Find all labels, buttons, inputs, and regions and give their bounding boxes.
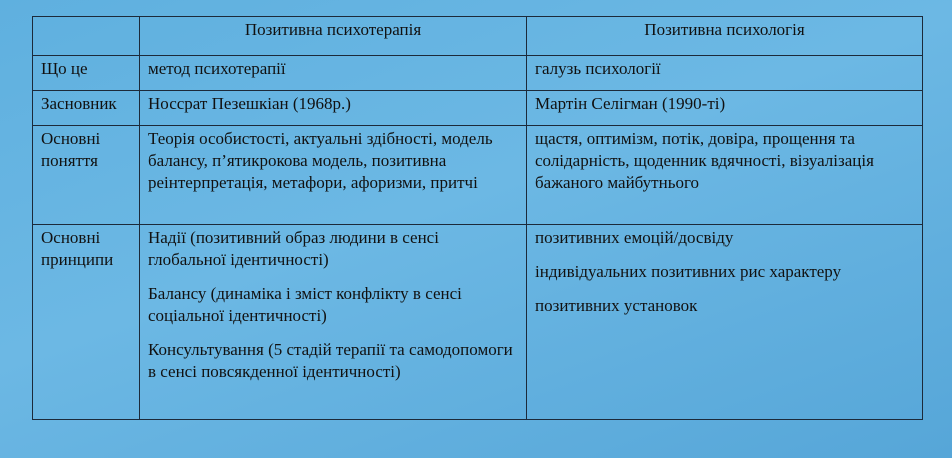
header-positive-psychotherapy: Позитивна психотерапія <box>140 17 527 56</box>
row-label: Засновник <box>33 91 140 126</box>
principle-positive-emotions: позитивних емоцій/досвіду <box>535 228 734 247</box>
cell-text: Носсрат Пезешкіан (1968р.) <box>148 94 351 113</box>
cell-text: метод психотерапії <box>148 59 286 78</box>
header-positive-psychology: Позитивна психологія <box>527 17 923 56</box>
cell-psychotherapy <box>140 225 527 420</box>
comparison-table <box>32 16 923 420</box>
principle-balance: Балансу (динаміка і зміст конфлікту в сенсі соціальної ідентичності) <box>148 284 462 325</box>
cell-text: Теорія особистості, актуальні здібності, модель балансу, п’ятикрокова модель, позитивна реінтерпретація, метафори, афоризми, притчі <box>148 129 493 192</box>
row-label: Що це <box>33 56 140 91</box>
principle-positive-attitudes: позитивних установок <box>535 296 698 315</box>
table-row-key-concepts <box>33 126 923 225</box>
row-label: Основні поняття <box>33 126 140 225</box>
table-row-what-is-it <box>33 56 923 91</box>
cell-psychology <box>527 56 923 91</box>
table-header-row <box>33 17 923 56</box>
principle-positive-traits: індивідуальних позитивних рис характеру <box>535 262 842 281</box>
table-row-key-principles <box>33 225 923 420</box>
cell-psychotherapy <box>140 56 527 91</box>
cell-text: щастя, оптимізм, потік, довіра, прощення та солідарність, щоденник вдячності, візуалізація бажаного майбутнього <box>535 129 874 192</box>
principle-consulting: Консультування (5 стадій терапії та самодопомоги в сенсі повсякденної ідентичності) <box>148 340 513 381</box>
principle-hope: Надії (позитивний образ людини в сенсі глобальної ідентичності) <box>148 228 439 269</box>
cell-text: Мартін Селігман (1990-ті) <box>535 94 726 113</box>
cell-psychology <box>527 126 923 225</box>
cell-psychology <box>527 225 923 420</box>
cell-text: галузь психології <box>535 59 661 78</box>
cell-psychotherapy <box>140 91 527 126</box>
cell-psychotherapy <box>140 126 527 225</box>
header-cell-empty <box>33 17 140 56</box>
row-label: Основні принципи <box>33 225 140 420</box>
cell-psychology <box>527 91 923 126</box>
table-row-founder <box>33 91 923 126</box>
